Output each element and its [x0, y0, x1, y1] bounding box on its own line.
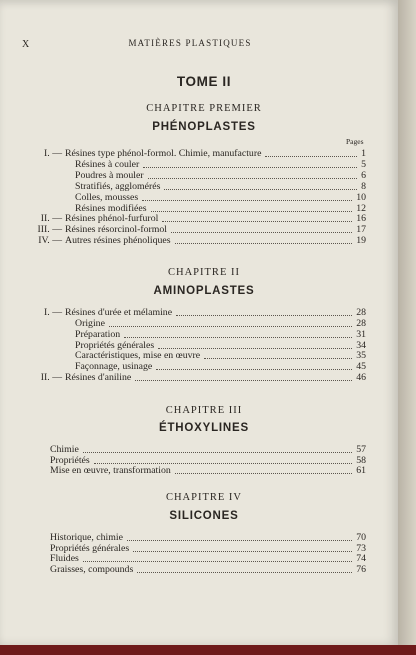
toc-entry-page: 12	[356, 202, 366, 214]
toc-entry-page: 74	[356, 553, 366, 565]
toc-entry	[24, 465, 366, 477]
next-page-edge	[398, 0, 416, 645]
toc-entry-page: 6	[361, 169, 366, 181]
toc-entry	[24, 372, 366, 384]
toc-entry-title: Poudres à mouler	[75, 169, 144, 181]
toc-entry-title: Stratifiés, agglomérés	[75, 180, 161, 192]
toc-entry-page: 1	[361, 148, 366, 159]
chapter-2-title: AMINOPLASTES	[153, 285, 255, 297]
page-folio: X	[22, 39, 31, 50]
toc-entry-title: Résines type phénol-formol. Chimie, manufacture	[65, 148, 262, 159]
toc-entry-title: Façonnage, usinage	[75, 361, 153, 373]
toc-entry-title: Colles, mousses	[75, 191, 139, 203]
toc-entry-title: Propriétés générales	[50, 542, 130, 554]
toc-entry-page: 19	[356, 235, 366, 247]
toc-entry-page: 73	[356, 542, 366, 554]
toc-entry-number: I. —	[44, 148, 62, 159]
toc-entry-page: 16	[356, 213, 366, 225]
toc-leader-dots	[175, 232, 352, 244]
toc-entry-title: Chimie	[50, 444, 79, 455]
chapter-4-title: SILICONES	[169, 510, 239, 522]
toc-entry-page: 31	[356, 328, 366, 340]
toc-entry-title: Résines à couler	[75, 158, 140, 170]
toc-entry-title: Origine	[75, 317, 105, 329]
pages-column-label: Pages	[346, 137, 364, 146]
toc-entry-page: 10	[356, 191, 366, 203]
chapter-2-label: CHAPITRE II	[168, 267, 240, 278]
toc-entry-number: IV. —	[38, 235, 62, 247]
toc-entry-title: Résines d'aniline	[65, 372, 132, 384]
toc-entry-number: II. —	[40, 213, 62, 225]
toc-entry-title: Résines d'urée et mélamine	[65, 307, 173, 318]
toc-entry-number: II. —	[40, 372, 62, 384]
toc-entry-page: 57	[356, 444, 366, 455]
toc-entry-page: 76	[356, 564, 366, 576]
toc-entry-number: I. —	[44, 307, 62, 318]
chapter-3-title: ÉTHOXYLINES	[159, 422, 249, 434]
chapter-3-label: CHAPITRE III	[165, 405, 243, 416]
toc-entry-page: 5	[361, 158, 366, 170]
toc-entry-title: Graisses, compounds	[50, 564, 134, 576]
toc-entry-title: Autres résines phénoliques	[65, 235, 171, 247]
toc-entry-page: 28	[356, 307, 366, 318]
toc-entry	[24, 564, 366, 576]
toc-entry-title: Propriétés	[50, 454, 90, 466]
toc-leader-dots	[135, 369, 352, 381]
tome-title: TOME II	[176, 74, 232, 89]
toc-entry-page: 34	[356, 339, 366, 351]
toc-entry-title: Résines phénol-furfurol	[65, 213, 159, 225]
book-cover-edge	[0, 645, 416, 655]
toc-entry-title: Résines modifiées	[75, 202, 147, 214]
running-title: MATIÈRES PLASTIQUES	[128, 38, 252, 48]
toc-entry-title: Résines résorcinol-formol	[65, 224, 168, 236]
toc-entry-title: Fluides	[50, 553, 79, 565]
toc-entry	[24, 235, 366, 247]
toc-entry-title: Préparation	[75, 328, 121, 340]
toc-leader-dots	[137, 561, 352, 573]
toc-entry-title: Caractéristiques, mise en œuvre	[75, 350, 201, 362]
toc-entry-page: 17	[356, 224, 366, 236]
toc-entry-page: 61	[356, 465, 366, 477]
toc-entry-title: Mise en œuvre, transformation	[50, 465, 171, 477]
toc-entry-page: 8	[361, 180, 366, 192]
toc-entry-title: Propriétés générales	[75, 339, 155, 351]
toc-entry-number: III. —	[37, 224, 62, 236]
toc-leader-dots	[175, 462, 352, 474]
chapter-1-label: CHAPITRE PREMIER	[146, 103, 262, 114]
toc-entry-page: 70	[356, 532, 366, 543]
toc-entry-page: 45	[356, 361, 366, 373]
toc-entry-page: 58	[356, 454, 366, 466]
chapter-1-title: PHÉNOPLASTES	[152, 121, 256, 133]
toc-entry-page: 35	[356, 350, 366, 362]
chapter-4-label: CHAPITRE IV	[165, 492, 243, 503]
toc-entry-title: Historique, chimie	[50, 532, 123, 543]
toc-entry-page: 28	[356, 317, 366, 329]
page-header	[0, 38, 398, 52]
toc-entry-page: 46	[356, 372, 366, 384]
